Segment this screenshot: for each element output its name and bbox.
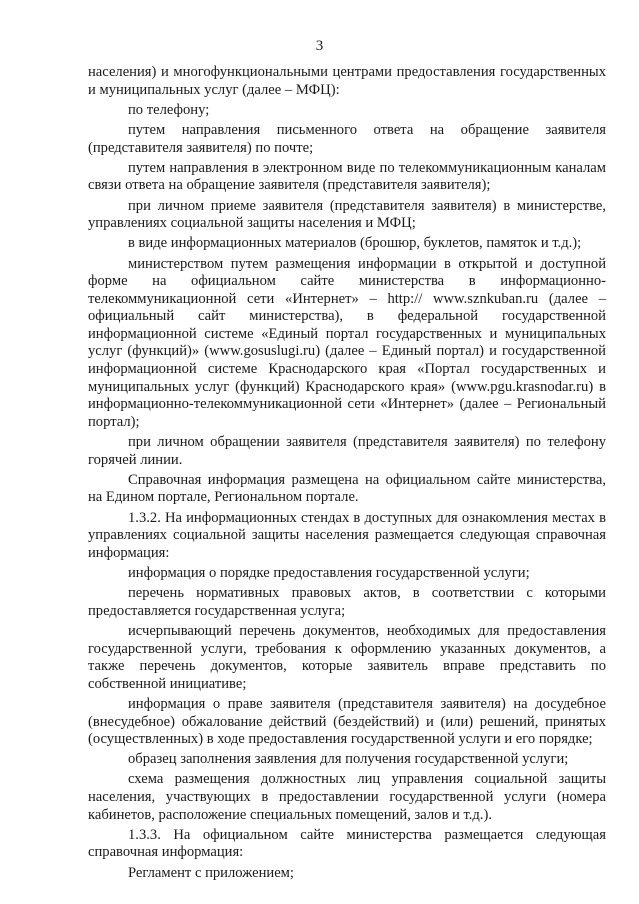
- paragraph: информация о порядке предоставления государственной услуги;: [128, 564, 530, 581]
- paragraph: Справочная информация размещена на официальном сайте министерства, на Едином портале, Региональном портале.: [88, 471, 606, 506]
- paragraph: Регламент с приложением;: [128, 864, 294, 881]
- paragraph: при личном обращении заявителя (представителя заявителя) по телефону горячей линии.: [88, 434, 606, 468]
- paragraph: схема размещения должностных лиц управления социальной защиты населения, участвующих в предоставлении государственной услуги (номера кабинетов, расположение специальных помещений, залов и т.д.).: [88, 771, 606, 823]
- paragraph: министерством путем размещения информации в открытой и доступной форме на официальном сайте министерства в информационно-телекоммуникационной сети «Интернет» – http:// www.sznkuban.ru (далее – официальный сайт министерства), в федеральной государственной информационной системе «Единый портал государственных и муниципальных услуг (функций)» (www.gosuslugi.ru) (далее – Единый портал) и государственной информационной системе Краснодарского края «Портал государственных и муниципальных услуг (функций) Краснодарского края» (www.pgu.krasnodar.ru) в информационно-телекоммуникационной сети «Интернет» (далее – Региональный портал);: [88, 255, 606, 430]
- paragraph: перечень нормативных правовых актов, в соответствии с которыми предоставляется государственная услуга;: [88, 585, 606, 619]
- document-body: [88, 64, 606, 885]
- paragraph: населения) и многофункциональными центрами предоставления государственных и муниципальных услуг (далее – МФЦ):: [88, 64, 606, 98]
- paragraph: образец заполнения заявления для получения государственной услуги;: [128, 751, 569, 768]
- paragraph: путем направления письменного ответа на обращение заявителя (представителя заявителя) по почте;: [88, 121, 606, 156]
- paragraph: исчерпывающий перечень документов, необходимых для предоставления государственной услуги, требования к оформлению указанных документов, а также перечень документов, которые заявитель вправе представить по собственной инициативе;: [88, 622, 606, 692]
- paragraph: путем направления в электронном виде по телекоммуникационным каналам связи ответа на обращение заявителя (представителя заявителя);: [88, 159, 606, 194]
- paragraph: 1.3.2. На информационных стендах в доступных для ознакомления местах в управлениях социальной защиты населения размещается следующая справочная информация:: [88, 509, 606, 561]
- paragraph: информация о праве заявителя (представителя заявителя) на досудебное (внесудебное) обжалование действий (бездействий) и (или) решений, принятых (осуществленных) в ходе предоставления государственной услуги и его порядке;: [88, 695, 606, 748]
- paragraph: в виде информационных материалов (брошюр, буклетов, памяток и т.д.);: [128, 235, 582, 252]
- paragraph: 1.3.3. На официальном сайте министерства размещается следующая справочная информация:: [88, 826, 606, 861]
- paragraph: по телефону;: [128, 101, 210, 118]
- paragraph: при личном приеме заявителя (представителя заявителя) в министерстве, управлениях социальной защиты населения и МФЦ;: [88, 197, 606, 232]
- page-number: 3: [315, 38, 324, 54]
